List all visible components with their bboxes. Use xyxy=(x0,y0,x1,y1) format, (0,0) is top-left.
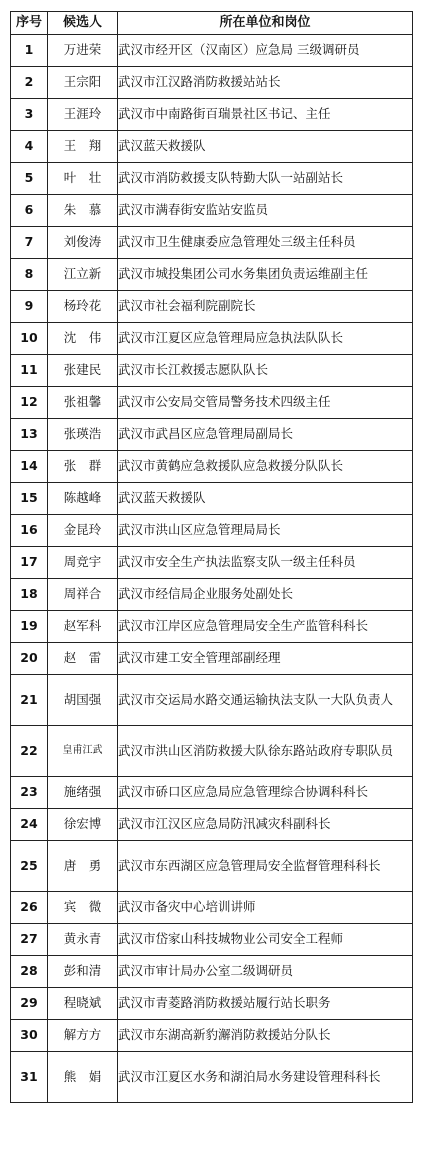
candidate-name: 周竞宇 xyxy=(48,547,118,579)
unit-position: 武汉市东湖高新豹澥消防救援站分队长 xyxy=(118,1020,413,1052)
row-number: 26 xyxy=(11,892,48,924)
unit-position: 武汉市江夏区应急管理局应急执法队队长 xyxy=(118,323,413,355)
row-number: 8 xyxy=(11,259,48,291)
row-number: 14 xyxy=(11,451,48,483)
candidate-name: 叶 壮 xyxy=(48,163,118,195)
row-number: 11 xyxy=(11,355,48,387)
table-row xyxy=(11,227,413,259)
candidate-name: 杨玲花 xyxy=(48,291,118,323)
unit-position: 武汉蓝天救援队 xyxy=(118,131,413,163)
row-number: 21 xyxy=(11,675,48,726)
unit-position: 武汉市东西湖区应急管理局安全监督管理科科长 xyxy=(118,841,413,892)
candidate-name: 王 翔 xyxy=(48,131,118,163)
table-row xyxy=(11,841,413,892)
row-number: 4 xyxy=(11,131,48,163)
row-number: 30 xyxy=(11,1020,48,1052)
row-number: 31 xyxy=(11,1052,48,1103)
candidate-name: 程晓斌 xyxy=(48,988,118,1020)
candidate-name: 赵 雷 xyxy=(48,643,118,675)
candidate-name: 胡国强 xyxy=(48,675,118,726)
table-row xyxy=(11,451,413,483)
row-number: 5 xyxy=(11,163,48,195)
row-number: 6 xyxy=(11,195,48,227)
candidate-name: 熊 娟 xyxy=(48,1052,118,1103)
table-row xyxy=(11,1020,413,1052)
unit-position: 武汉市社会福利院副院长 xyxy=(118,291,413,323)
unit-position: 武汉市经开区（汉南区）应急局 三级调研员 xyxy=(118,35,413,67)
candidate-name: 彭和清 xyxy=(48,956,118,988)
row-number: 2 xyxy=(11,67,48,99)
table-row xyxy=(11,579,413,611)
row-number: 10 xyxy=(11,323,48,355)
unit-position: 武汉市安全生产执法监察支队一级主任科员 xyxy=(118,547,413,579)
row-number: 20 xyxy=(11,643,48,675)
row-number: 3 xyxy=(11,99,48,131)
candidate-name: 张 群 xyxy=(48,451,118,483)
table-row xyxy=(11,1052,413,1103)
table-row xyxy=(11,675,413,726)
candidate-name: 万进荣 xyxy=(48,35,118,67)
row-number: 17 xyxy=(11,547,48,579)
unit-position: 武汉市江汉路消防救援站站长 xyxy=(118,67,413,99)
unit-position: 武汉市硚口区应急局应急管理综合协调科科长 xyxy=(118,777,413,809)
row-number: 28 xyxy=(11,956,48,988)
candidate-name: 沈 伟 xyxy=(48,323,118,355)
candidate-name: 王宗阳 xyxy=(48,67,118,99)
unit-position: 武汉蓝天救援队 xyxy=(118,483,413,515)
table-row xyxy=(11,387,413,419)
unit-position: 武汉市江岸区应急管理局安全生产监管科科长 xyxy=(118,611,413,643)
table-row xyxy=(11,892,413,924)
row-number: 23 xyxy=(11,777,48,809)
candidate-name: 皇甫江武 xyxy=(48,726,118,777)
table-row xyxy=(11,643,413,675)
unit-position: 武汉市城投集团公司水务集团负责运维副主任 xyxy=(118,259,413,291)
table-row xyxy=(11,809,413,841)
candidate-name: 张建民 xyxy=(48,355,118,387)
table-row xyxy=(11,483,413,515)
candidate-name: 宾 微 xyxy=(48,892,118,924)
table-row xyxy=(11,35,413,67)
row-number: 25 xyxy=(11,841,48,892)
unit-position: 武汉市消防救援支队特勤大队一站副站长 xyxy=(118,163,413,195)
unit-position: 武汉市备灾中心培训讲师 xyxy=(118,892,413,924)
table-row xyxy=(11,195,413,227)
table-body xyxy=(11,35,413,1103)
unit-position: 武汉市青菱路消防救援站履行站长职务 xyxy=(118,988,413,1020)
table-row xyxy=(11,355,413,387)
candidate-name: 张瑛浩 xyxy=(48,419,118,451)
table-row xyxy=(11,611,413,643)
unit-position: 武汉市江夏区水务和湖泊局水务建设管理科科长 xyxy=(118,1052,413,1103)
table-row xyxy=(11,956,413,988)
candidate-name: 朱 慕 xyxy=(48,195,118,227)
table-row xyxy=(11,291,413,323)
table-row xyxy=(11,988,413,1020)
candidate-name: 陈越峰 xyxy=(48,483,118,515)
unit-position: 武汉市黄鹤应急救援队应急救援分队队长 xyxy=(118,451,413,483)
unit-position: 武汉市卫生健康委应急管理处三级主任科员 xyxy=(118,227,413,259)
unit-position: 武汉市中南路街百瑞景社区书记、主任 xyxy=(118,99,413,131)
row-number: 29 xyxy=(11,988,48,1020)
unit-position: 武汉市建工安全管理部副经理 xyxy=(118,643,413,675)
unit-position: 武汉市公安局交管局警务技术四级主任 xyxy=(118,387,413,419)
unit-position: 武汉市审计局办公室二级调研员 xyxy=(118,956,413,988)
unit-position: 武汉市江汉区应急局防汛减灾科副科长 xyxy=(118,809,413,841)
candidate-name: 解方方 xyxy=(48,1020,118,1052)
candidate-table xyxy=(10,11,413,1103)
row-number: 22 xyxy=(11,726,48,777)
row-number: 19 xyxy=(11,611,48,643)
candidate-name: 刘俊涛 xyxy=(48,227,118,259)
candidate-name: 赵军科 xyxy=(48,611,118,643)
candidate-name: 金昆玲 xyxy=(48,515,118,547)
row-number: 7 xyxy=(11,227,48,259)
candidate-name: 施绪强 xyxy=(48,777,118,809)
header-unit-position: 所在单位和岗位 xyxy=(118,12,413,35)
row-number: 24 xyxy=(11,809,48,841)
candidate-name: 王涯玲 xyxy=(48,99,118,131)
candidate-name: 黄永青 xyxy=(48,924,118,956)
row-number: 12 xyxy=(11,387,48,419)
table-header xyxy=(11,12,413,35)
table-row xyxy=(11,777,413,809)
unit-position: 武汉市满春街安监站安监员 xyxy=(118,195,413,227)
table-row xyxy=(11,726,413,777)
candidate-name: 徐宏博 xyxy=(48,809,118,841)
candidate-name: 江立新 xyxy=(48,259,118,291)
candidate-name: 周祥合 xyxy=(48,579,118,611)
row-number: 15 xyxy=(11,483,48,515)
row-number: 27 xyxy=(11,924,48,956)
table-row xyxy=(11,99,413,131)
table-row xyxy=(11,547,413,579)
row-number: 9 xyxy=(11,291,48,323)
row-number: 18 xyxy=(11,579,48,611)
table-row xyxy=(11,515,413,547)
candidate-name: 张祖馨 xyxy=(48,387,118,419)
unit-position: 武汉市岱家山科技城物业公司安全工程师 xyxy=(118,924,413,956)
unit-position: 武汉市长江救援志愿队队长 xyxy=(118,355,413,387)
row-number: 13 xyxy=(11,419,48,451)
unit-position: 武汉市洪山区消防救援大队徐东路站政府专职队员 xyxy=(118,726,413,777)
table-row xyxy=(11,419,413,451)
unit-position: 武汉市交运局水路交通运输执法支队一大队负责人 xyxy=(118,675,413,726)
table-row xyxy=(11,924,413,956)
row-number: 16 xyxy=(11,515,48,547)
unit-position: 武汉市洪山区应急管理局局长 xyxy=(118,515,413,547)
candidate-name: 唐 勇 xyxy=(48,841,118,892)
table-row xyxy=(11,131,413,163)
table-row xyxy=(11,323,413,355)
unit-position: 武汉市经信局企业服务处副处长 xyxy=(118,579,413,611)
header-number: 序号 xyxy=(11,12,48,35)
unit-position: 武汉市武昌区应急管理局副局长 xyxy=(118,419,413,451)
table-row xyxy=(11,67,413,99)
table-row xyxy=(11,163,413,195)
header-candidate: 候选人 xyxy=(48,12,118,35)
header-row xyxy=(11,12,413,35)
row-number: 1 xyxy=(11,35,48,67)
table-row xyxy=(11,259,413,291)
